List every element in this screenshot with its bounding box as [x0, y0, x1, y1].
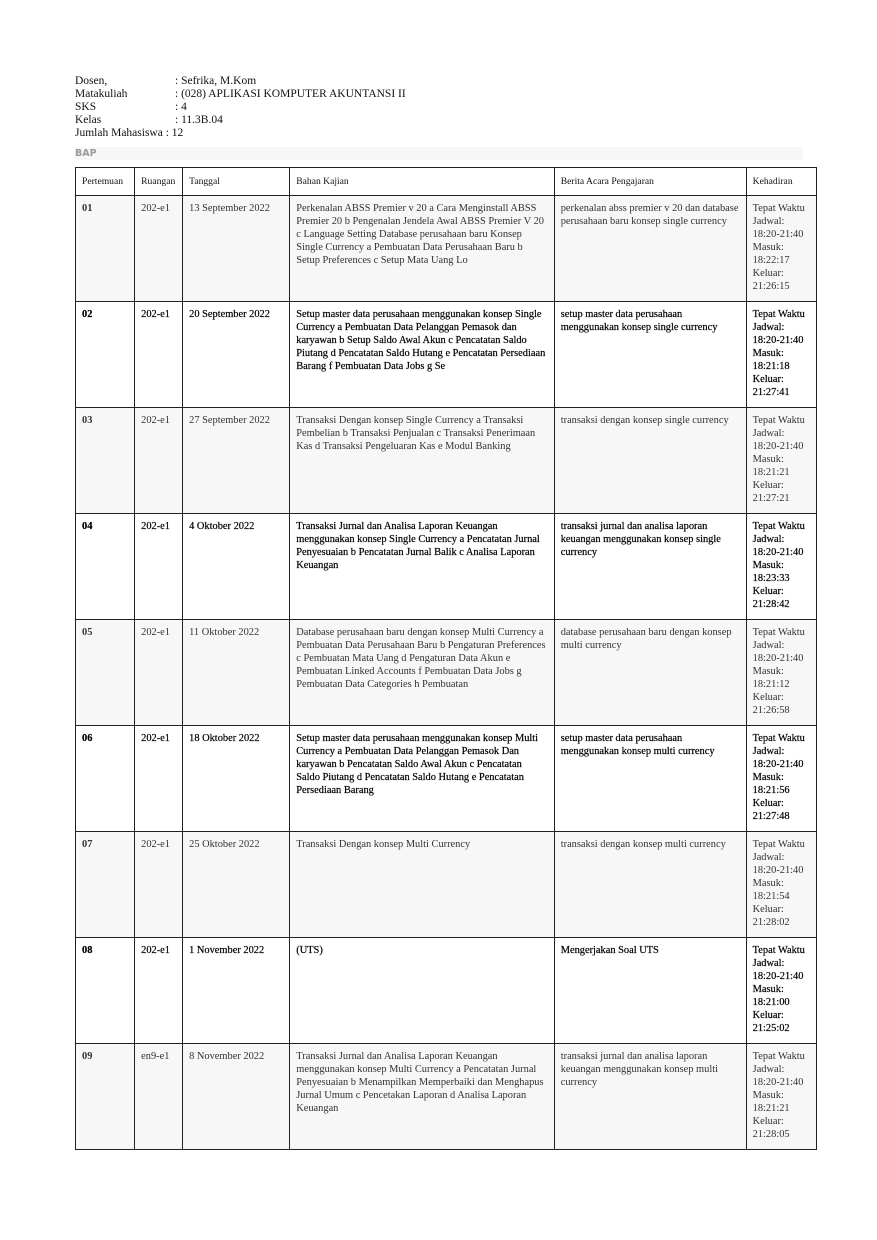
bap-table [75, 167, 817, 1150]
keluar-label: Keluar: [752, 268, 784, 279]
keluar-value: 21:26:58 [752, 705, 790, 716]
cell-tanggal: 20 September 2022 [183, 302, 290, 408]
masuk-value: 18:22:17 [752, 255, 790, 266]
cell-bahan-kajian: Transaksi Jurnal dan Analisa Laporan Keuangan menggunakan konsep Multi Currency a Pencatatan Jurnal Penyesuaian b Menampilkan Memperbaiki dan Menghapus Jurnal Umum c Pencetakan Laporan d Analisa Laporan Keuangan [290, 1044, 554, 1150]
cell-berita-acara: setup master data perusahaan menggunakan konsep multi currency [554, 726, 746, 832]
masuk-value: 18:21:12 [752, 679, 790, 690]
keluar-label: Keluar: [752, 692, 784, 703]
cell-pertemuan: 01 [76, 196, 135, 302]
cell-ruangan: 202-e1 [135, 620, 183, 726]
cell-pertemuan: 07 [76, 832, 135, 938]
jadwal-label: Jadwal: [752, 216, 785, 227]
cell-pertemuan: 04 [76, 514, 135, 620]
sks-row [75, 101, 815, 114]
separator: : [165, 127, 172, 139]
table-row [76, 726, 817, 832]
keluar-label: Keluar: [752, 586, 784, 597]
keluar-label: Keluar: [752, 480, 784, 491]
cell-ruangan: 202-e1 [135, 302, 183, 408]
kelas-row [75, 114, 815, 127]
matakuliah-label: Matakuliah [75, 88, 128, 100]
sks-value: 4 [181, 101, 187, 113]
separator: : [175, 114, 182, 126]
jadwal-value: 18:20-21:40 [752, 653, 804, 664]
keluar-value: 21:27:21 [752, 493, 790, 504]
cell-ruangan: 202-e1 [135, 832, 183, 938]
jadwal-label: Jadwal: [752, 1064, 785, 1075]
cell-tanggal: 27 September 2022 [183, 408, 290, 514]
cell-pertemuan: 09 [76, 1044, 135, 1150]
jadwal-label: Jadwal: [752, 322, 785, 333]
cell-ruangan: 202-e1 [135, 514, 183, 620]
jadwal-value: 18:20-21:40 [752, 865, 804, 876]
masuk-label: Masuk: [752, 348, 784, 359]
cell-berita-acara: Mengerjakan Soal UTS [554, 938, 746, 1044]
cell-berita-acara: transaksi jurnal dan analisa laporan keuangan menggunakan konsep single currency [554, 514, 746, 620]
jumlah-label: Jumlah Mahasiswa [75, 127, 163, 139]
jadwal-value: 18:20-21:40 [752, 335, 804, 346]
cell-kehadiran [746, 196, 816, 302]
separator: : [175, 75, 182, 87]
attendance-status: Tepat Waktu [752, 627, 805, 638]
table-row [76, 302, 817, 408]
masuk-label: Masuk: [752, 242, 784, 253]
kelas-label: Kelas [75, 114, 102, 126]
cell-bahan-kajian: Setup master data perusahaan menggunakan konsep Single Currency a Pembuatan Data Pelanggan Pemasok dan karyawan b Setup Saldo Awal Akun c Pencatatan Saldo Piutang d Pencatatan Saldo Hutang e Pencatatan Persediaan Barang f Pembuatan Data Jobs g Se [290, 302, 554, 408]
cell-tanggal: 4 Oktober 2022 [183, 514, 290, 620]
jadwal-label: Jadwal: [752, 534, 785, 545]
cell-tanggal: 13 September 2022 [183, 196, 290, 302]
cell-tanggal: 25 Oktober 2022 [183, 832, 290, 938]
jadwal-value: 18:20-21:40 [752, 441, 804, 452]
attendance-status: Tepat Waktu [752, 945, 805, 956]
cell-bahan-kajian: Setup master data perusahaan menggunakan konsep Multi Currency a Pembuatan Data Pelanggan Pemasok Dan karyawan b Pencatatan Saldo Awal Akun c Pencatatan Saldo Piutang d Pencatatan Saldo Hutang e Pencatatan Persediaan Barang [290, 726, 554, 832]
cell-kehadiran [746, 832, 816, 938]
table-row [76, 514, 817, 620]
cell-bahan-kajian: (UTS) [290, 938, 554, 1044]
separator: : [175, 101, 182, 113]
cell-ruangan: 202-e1 [135, 726, 183, 832]
col-header-kehadiran: Kehadiran [746, 168, 816, 196]
keluar-value: 21:27:48 [752, 811, 790, 822]
cell-bahan-kajian: Perkenalan ABSS Premier v 20 a Cara Menginstall ABSS Premier 20 b Pengenalan Jendela Awal ABSS Premier V 20 c Language Setting Database perusahaan baru Konsep Single Currency a Pembuatan Data Perusahaan Baru b Setup Preferences c Setup Mata Uang Lo [290, 196, 554, 302]
cell-bahan-kajian: Transaksi Dengan konsep Multi Currency [290, 832, 554, 938]
jadwal-value: 18:20-21:40 [752, 547, 804, 558]
masuk-value: 18:23:33 [752, 573, 790, 584]
cell-bahan-kajian: Transaksi Dengan konsep Single Currency a Transaksi Pembelian b Transaksi Penjualan c Transaksi Penerimaan Kas d Transaksi Pengeluaran Kas e Modul Banking [290, 408, 554, 514]
table-row [76, 832, 817, 938]
cell-kehadiran [746, 1044, 816, 1150]
cell-ruangan: 202-e1 [135, 196, 183, 302]
course-info-header [75, 75, 815, 140]
jadwal-value: 18:20-21:40 [752, 759, 804, 770]
keluar-label: Keluar: [752, 904, 784, 915]
cell-kehadiran [746, 620, 816, 726]
masuk-value: 18:21:18 [752, 361, 790, 372]
attendance-status: Tepat Waktu [752, 309, 805, 320]
cell-ruangan: 202-e1 [135, 408, 183, 514]
table-row [76, 938, 817, 1044]
jadwal-label: Jadwal: [752, 428, 785, 439]
cell-pertemuan: 08 [76, 938, 135, 1044]
masuk-label: Masuk: [752, 1090, 784, 1101]
table-row [76, 620, 817, 726]
jadwal-value: 18:20-21:40 [752, 229, 804, 240]
cell-kehadiran [746, 514, 816, 620]
keluar-label: Keluar: [752, 374, 784, 385]
masuk-label: Masuk: [752, 666, 784, 677]
cell-bahan-kajian: Database perusahaan baru dengan konsep Multi Currency a Pembuatan Data Perusahaan Baru b Pengaturan Preferences c Pembuatan Mata Uang d Pengaturan Data Akun e Pembuatan Linked Accounts f Pembuatan Data Jobs g Pembuatan Data Categories h Pembuatan [290, 620, 554, 726]
matakuliah-row [75, 88, 815, 101]
masuk-label: Masuk: [752, 878, 784, 889]
attendance-status: Tepat Waktu [752, 839, 805, 850]
cell-berita-acara: setup master data perusahaan menggunakan konsep single currency [554, 302, 746, 408]
cell-kehadiran [746, 938, 816, 1044]
cell-berita-acara: database perusahaan baru dengan konsep multi currency [554, 620, 746, 726]
attendance-status: Tepat Waktu [752, 521, 805, 532]
masuk-value: 18:21:00 [752, 997, 790, 1008]
table-row [76, 196, 817, 302]
masuk-value: 18:21:21 [752, 1103, 790, 1114]
bap-section-title: BAP [75, 147, 803, 160]
cell-kehadiran [746, 302, 816, 408]
cell-berita-acara: transaksi jurnal dan analisa laporan keuangan menggunakan konsep multi currency [554, 1044, 746, 1150]
jadwal-label: Jadwal: [752, 640, 785, 651]
masuk-value: 18:21:54 [752, 891, 790, 902]
table-row [76, 1044, 817, 1150]
col-header-tanggal: Tanggal [183, 168, 290, 196]
keluar-value: 21:26:15 [752, 281, 790, 292]
cell-ruangan: en9-e1 [135, 1044, 183, 1150]
table-header-row [76, 168, 817, 196]
cell-tanggal: 11 Oktober 2022 [183, 620, 290, 726]
keluar-value: 21:25:02 [752, 1023, 790, 1034]
cell-tanggal: 18 Oktober 2022 [183, 726, 290, 832]
jadwal-label: Jadwal: [752, 746, 785, 757]
keluar-value: 21:28:42 [752, 599, 790, 610]
sks-label: SKS [75, 101, 97, 113]
masuk-value: 18:21:56 [752, 785, 790, 796]
keluar-value: 21:28:05 [752, 1129, 790, 1140]
col-header-ruangan: Ruangan [135, 168, 183, 196]
masuk-label: Masuk: [752, 984, 784, 995]
jumlah-value: 12 [171, 127, 184, 139]
jumlah-row [75, 127, 815, 140]
cell-pertemuan: 03 [76, 408, 135, 514]
masuk-value: 18:21:21 [752, 467, 790, 478]
cell-pertemuan: 02 [76, 302, 135, 408]
dosen-label: Dosen, [75, 75, 108, 87]
jadwal-value: 18:20-21:40 [752, 1077, 804, 1088]
cell-berita-acara: transaksi dengan konsep single currency [554, 408, 746, 514]
jadwal-label: Jadwal: [752, 852, 785, 863]
col-header-berita-acara: Berita Acara Pengajaran [554, 168, 746, 196]
dosen-value: Sefrika, M.Kom [181, 75, 257, 87]
cell-kehadiran [746, 726, 816, 832]
jadwal-label: Jadwal: [752, 958, 785, 969]
attendance-status: Tepat Waktu [752, 203, 805, 214]
table-row [76, 408, 817, 514]
attendance-status: Tepat Waktu [752, 415, 805, 426]
dosen-row [75, 75, 815, 88]
keluar-label: Keluar: [752, 1116, 784, 1127]
col-header-pertemuan: Pertemuan [76, 168, 135, 196]
jadwal-value: 18:20-21:40 [752, 971, 804, 982]
cell-tanggal: 1 November 2022 [183, 938, 290, 1044]
cell-kehadiran [746, 408, 816, 514]
cell-bahan-kajian: Transaksi Jurnal dan Analisa Laporan Keuangan menggunakan konsep Single Currency a Pencatatan Jurnal Penyesuaian b Pencatatan Jurnal Balik c Analisa Laporan Keuangan [290, 514, 554, 620]
cell-pertemuan: 05 [76, 620, 135, 726]
masuk-label: Masuk: [752, 772, 784, 783]
keluar-label: Keluar: [752, 1010, 784, 1021]
cell-pertemuan: 06 [76, 726, 135, 832]
cell-berita-acara: transaksi dengan konsep multi currency [554, 832, 746, 938]
masuk-label: Masuk: [752, 560, 784, 571]
kelas-value: 11.3B.04 [181, 114, 223, 126]
keluar-label: Keluar: [752, 798, 784, 809]
masuk-label: Masuk: [752, 454, 784, 465]
keluar-value: 21:27:41 [752, 387, 790, 398]
attendance-status: Tepat Waktu [752, 1051, 805, 1062]
attendance-status: Tepat Waktu [752, 733, 805, 744]
cell-ruangan: 202-e1 [135, 938, 183, 1044]
cell-berita-acara: perkenalan abss premier v 20 dan database perusahaan baru konsep single currency [554, 196, 746, 302]
cell-tanggal: 8 November 2022 [183, 1044, 290, 1150]
col-header-bahan-kajian: Bahan Kajian [290, 168, 554, 196]
matakuliah-value: (028) APLIKASI KOMPUTER AKUNTANSI II [181, 88, 406, 100]
separator: : [175, 88, 182, 100]
keluar-value: 21:28:02 [752, 917, 790, 928]
